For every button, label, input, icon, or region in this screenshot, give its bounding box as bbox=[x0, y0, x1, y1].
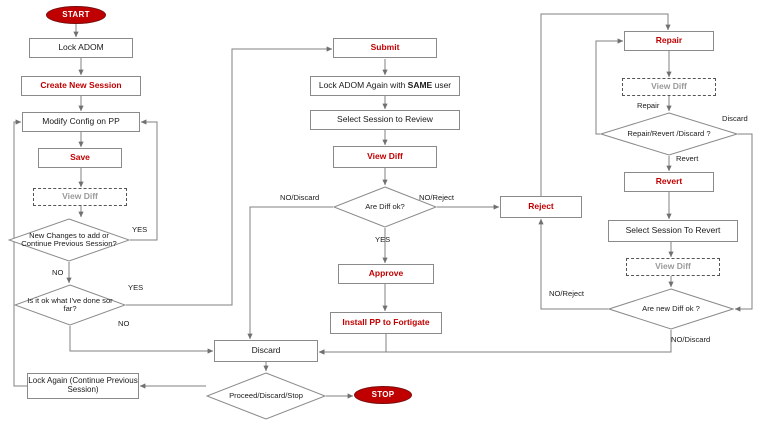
edge-label-repair: Repair bbox=[637, 101, 660, 110]
node-lock-adom-again bbox=[310, 76, 460, 96]
edge-label-no-discard-right: NO/Discard bbox=[671, 335, 711, 344]
node-install-pp-to-fortigate: Install PP to Fortigate bbox=[330, 312, 442, 334]
node-lock-again: Lock Again (Continue Previous Session) bbox=[27, 373, 139, 399]
edge-label-no-new-changes: NO bbox=[52, 268, 64, 277]
decision-is-it-ok bbox=[14, 284, 126, 326]
node-create-new-session: Create New Session bbox=[21, 76, 141, 96]
decision-proceed-discard-stop bbox=[206, 372, 326, 420]
start-terminator: START bbox=[46, 6, 106, 24]
decision-repair-revert-discard-label: Repair/Revert /Discard ? bbox=[627, 128, 711, 138]
node-save: Save bbox=[38, 148, 122, 168]
node-view-diff-right-top: View Diff bbox=[622, 78, 716, 96]
edge-label-yes-new-changes: YES bbox=[132, 225, 148, 234]
decision-are-new-diff-ok bbox=[608, 288, 734, 330]
node-view-diff-mid: View Diff bbox=[333, 146, 437, 168]
edge-label-no-is-it-ok: NO bbox=[118, 319, 130, 328]
node-view-diff-right-bottom: View Diff bbox=[626, 258, 720, 276]
decision-new-changes-label: New Changes to add or Continue Previous Session? bbox=[21, 230, 117, 248]
stop-terminator: STOP bbox=[354, 386, 412, 404]
decision-are-new-diff-ok-label: Are new Diff ok ? bbox=[642, 303, 700, 313]
decision-is-it-ok-label: Is it ok what I've done sor far? bbox=[27, 295, 113, 313]
node-reject: Reject bbox=[500, 196, 582, 218]
node-select-session-to-review: Select Session to Review bbox=[310, 110, 460, 130]
edge-label-yes-are-diff-ok: YES bbox=[375, 235, 391, 244]
node-lock-adom-again-label: Lock ADOM Again with SAME user bbox=[318, 80, 452, 91]
node-lock-adom: Lock ADOM bbox=[29, 38, 133, 58]
decision-repair-revert-discard bbox=[600, 112, 738, 156]
node-submit: Submit bbox=[333, 38, 437, 58]
node-modify-config-on-pp: Modify Config on PP bbox=[22, 112, 140, 132]
node-select-session-to-revert: Select Session To Revert bbox=[608, 220, 738, 242]
node-revert: Revert bbox=[624, 172, 714, 192]
edge-label-no-reject-mid: NO/Reject bbox=[419, 193, 455, 202]
node-discard: Discard bbox=[214, 340, 318, 362]
edge-label-no-reject-right: NO/Reject bbox=[549, 289, 585, 298]
decision-are-diff-ok-label: Are Diff ok? bbox=[365, 201, 405, 211]
edge-label-yes-is-it-ok: YES bbox=[128, 283, 144, 292]
edge-label-discard-right: Discard bbox=[722, 114, 748, 123]
node-repair: Repair bbox=[624, 31, 714, 51]
edge-label-no-discard-left: NO/Discard bbox=[280, 193, 320, 202]
decision-proceed-discard-stop-label: Proceed/Discard/Stop bbox=[229, 390, 303, 400]
decision-new-changes bbox=[8, 218, 130, 262]
node-approve: Approve bbox=[338, 264, 434, 284]
node-view-diff-left: View Diff bbox=[33, 188, 127, 206]
edge-label-revert: Revert bbox=[676, 154, 699, 163]
